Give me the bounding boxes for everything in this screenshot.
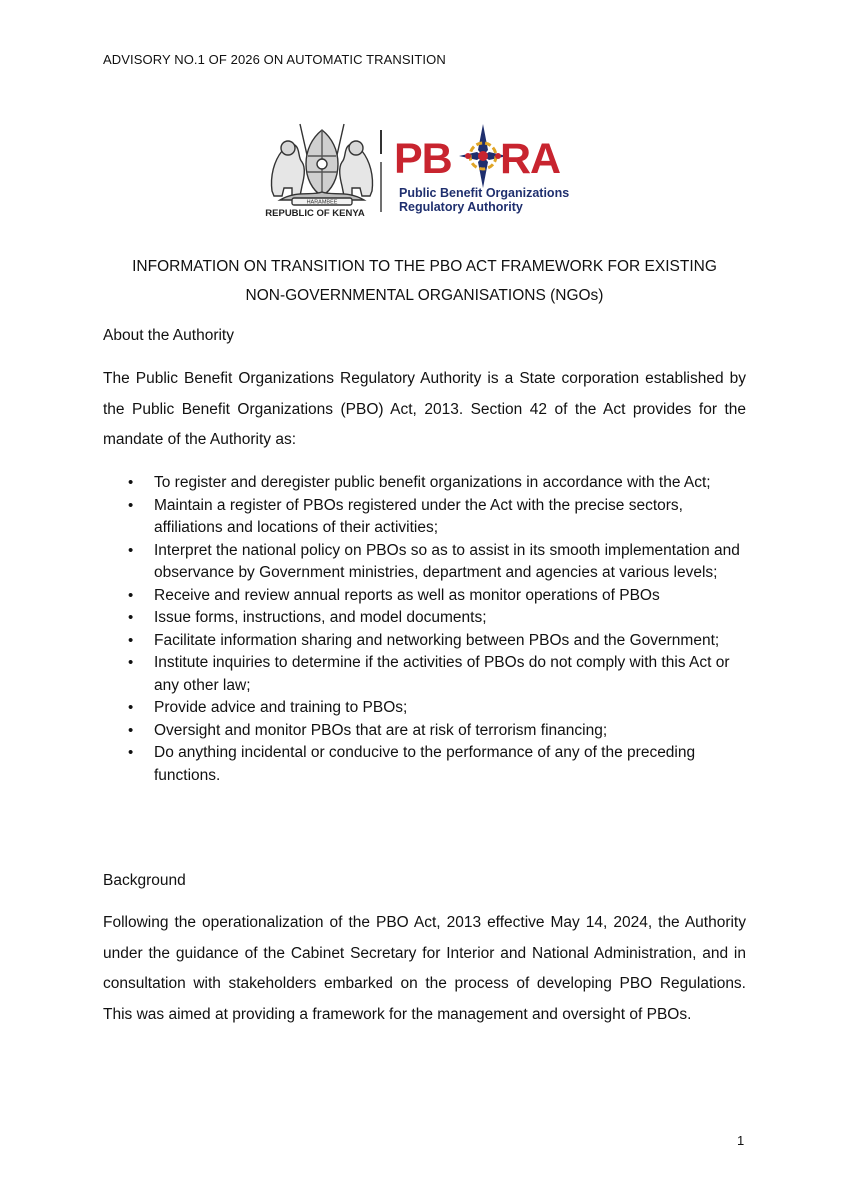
kenya-motto: HARAMBEE <box>306 199 338 206</box>
list-item: • Oversight and monitor PBOs that are at risk of terrorism financing; <box>103 720 748 743</box>
list-item: • Issue forms, instructions, and model documents; <box>103 607 748 630</box>
mandate-list <box>103 472 748 787</box>
pbora-name-line2: Regulatory Authority <box>399 200 523 214</box>
kenya-coat-of-arms-icon <box>271 124 372 205</box>
list-item: • Receive and review annual reports as well as monitor operations of PBOs <box>103 585 748 608</box>
page-header: ADVISORY NO.1 OF 2026 ON AUTOMATIC TRANSITION <box>103 52 446 67</box>
list-item: • Facilitate information sharing and networking between PBOs and the Government; <box>103 630 748 653</box>
list-item: • Do anything incidental or conducive to the performance of any of the preceding functions. <box>103 742 748 787</box>
logos-svg <box>262 116 592 220</box>
pbora-name-line1: Public Benefit Organizations <box>399 186 570 200</box>
list-item: • Institute inquiries to determine if the activities of PBOs do not comply with this Act or any other law; <box>103 652 748 697</box>
pbora-letters-ra: RA <box>500 135 561 183</box>
pbora-letters-pb: PB <box>394 135 452 183</box>
pbora-logo <box>394 124 569 214</box>
page-number: 1 <box>737 1133 745 1148</box>
list-item: • Provide advice and training to PBOs; <box>103 697 748 720</box>
list-item: • Interpret the national policy on PBOs so as to assist in its smooth implementation and observance by Government ministries, department and agencies at various levels; <box>103 540 748 585</box>
kenya-caption: REPUBLIC OF KENYA <box>265 208 365 219</box>
list-item: • Maintain a register of PBOs registered under the Act with the precise sectors, affiliations and locations of their activities; <box>103 495 748 540</box>
logo-banner <box>262 116 592 220</box>
title-line-1: INFORMATION ON TRANSITION TO THE PBO ACT FRAMEWORK FOR EXISTING <box>132 258 717 275</box>
background-heading: Background <box>103 872 186 889</box>
document-title <box>103 252 746 310</box>
about-intro-paragraph: The Public Benefit Organizations Regulatory Authority is a State corporation established by the Public Benefit Organizations (PBO) Act, 2013. Section 42 of the Act provides for the mandate of the Authority as: <box>103 370 746 448</box>
background-paragraph: Following the operationalization of the PBO Act, 2013 effective May 14, 2024, the Authority under the guidance of the Cabinet Secretary for Interior and National Administration, and in consultation with stakeholders embarked on the process of developing PBO Regulations. This was aimed at providing a framework for the management and oversight of PBOs. <box>103 914 746 1023</box>
title-line-2: NON-GOVERNMENTAL ORGANISATIONS (NGOs) <box>245 287 604 304</box>
list-item: • To register and deregister public benefit organizations in accordance with the Act; <box>103 472 748 495</box>
about-heading: About the Authority <box>103 327 234 344</box>
